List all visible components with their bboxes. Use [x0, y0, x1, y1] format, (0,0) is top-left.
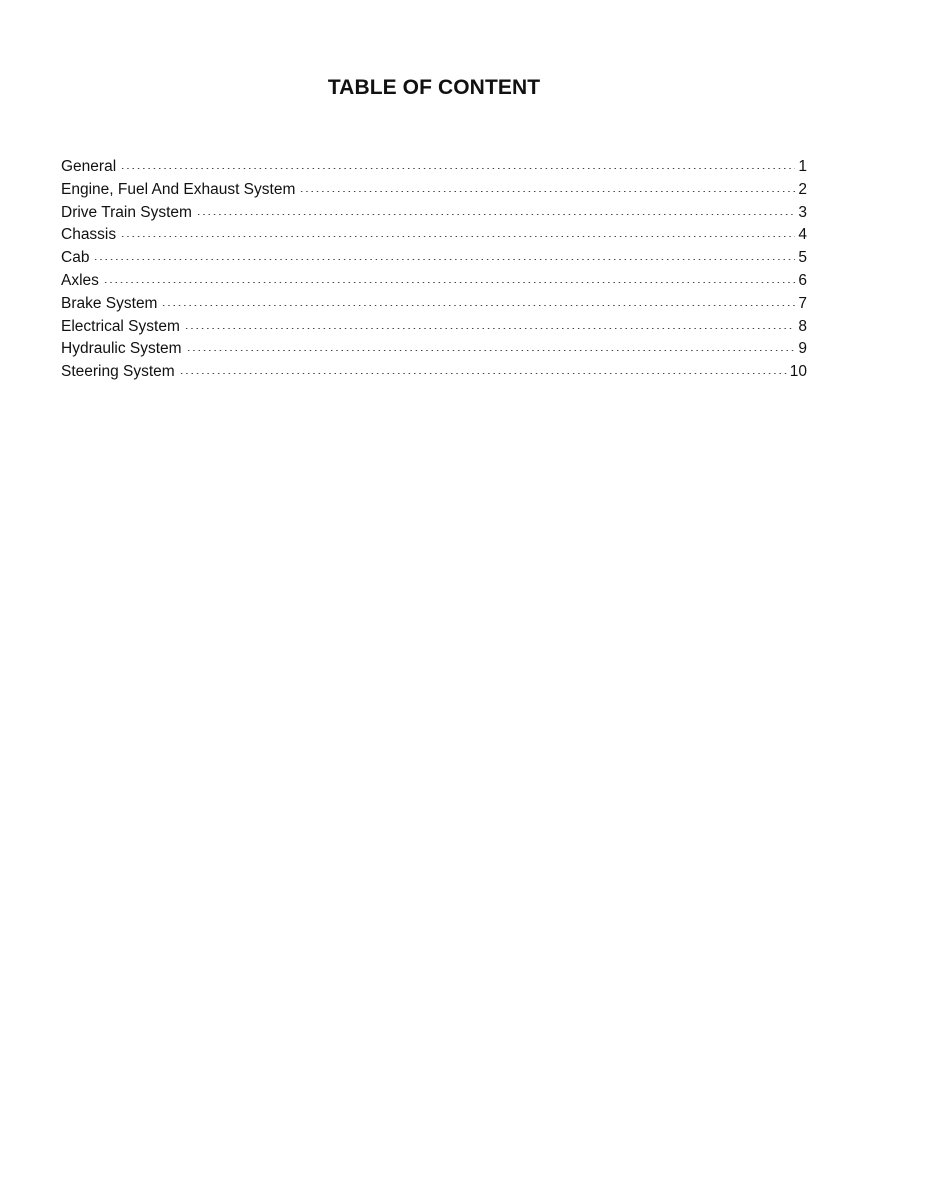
toc-entry-steering[interactable]: [61, 361, 807, 384]
toc-entry-chassis[interactable]: [61, 224, 807, 247]
toc-entry-page-number: 10: [789, 363, 807, 381]
page-title: TABLE OF CONTENT: [327, 76, 541, 99]
toc-entry-page-number: 7: [798, 294, 807, 312]
toc-entry-page-number: 2: [798, 180, 807, 198]
dot-leader: [299, 191, 795, 192]
toc-entry-label: Drive Train System: [61, 203, 192, 221]
toc-entry-electrical[interactable]: [61, 316, 807, 339]
toc-entry-page-number: 4: [798, 226, 807, 244]
toc-entry-axles[interactable]: [61, 270, 807, 293]
toc-entry-brake[interactable]: [61, 293, 807, 316]
toc-entry-general[interactable]: [61, 156, 807, 179]
dot-leader: [161, 305, 795, 306]
toc-entry-page-number: 6: [798, 271, 807, 289]
toc-entry-hydraulic[interactable]: [61, 338, 807, 361]
toc-entry-label: Hydraulic System: [61, 340, 182, 358]
toc-entry-page-number: 9: [798, 340, 807, 358]
toc-entry-cab[interactable]: [61, 247, 807, 270]
dot-leader: [93, 259, 795, 260]
toc-entry-page-number: 3: [798, 203, 807, 221]
toc-entry-label: Steering System: [61, 363, 175, 381]
dot-leader: [120, 168, 795, 169]
toc-entry-label: Brake System: [61, 294, 158, 312]
dot-leader: [196, 214, 795, 215]
toc-entry-label: Cab: [61, 249, 90, 267]
toc-entry-drive-train[interactable]: [61, 202, 807, 225]
toc-entry-page-number: 8: [798, 317, 807, 335]
toc-entry-page-number: 1: [798, 158, 807, 175]
toc-entry-label: Electrical System: [61, 317, 180, 335]
dot-leader: [179, 373, 787, 374]
toc-list: [61, 156, 807, 384]
toc-entry-label: General: [61, 158, 117, 175]
dot-leader: [186, 350, 796, 351]
dot-leader: [103, 282, 795, 283]
toc-entry-label: Engine, Fuel And Exhaust System: [61, 180, 296, 198]
toc-entry-label: Axles: [61, 271, 99, 289]
toc-entry-engine-fuel-exhaust[interactable]: [61, 179, 807, 202]
toc-entry-page-number: 5: [798, 249, 807, 267]
dot-leader: [184, 328, 796, 329]
toc-entry-label: Chassis: [61, 226, 117, 244]
dot-leader: [120, 236, 795, 237]
